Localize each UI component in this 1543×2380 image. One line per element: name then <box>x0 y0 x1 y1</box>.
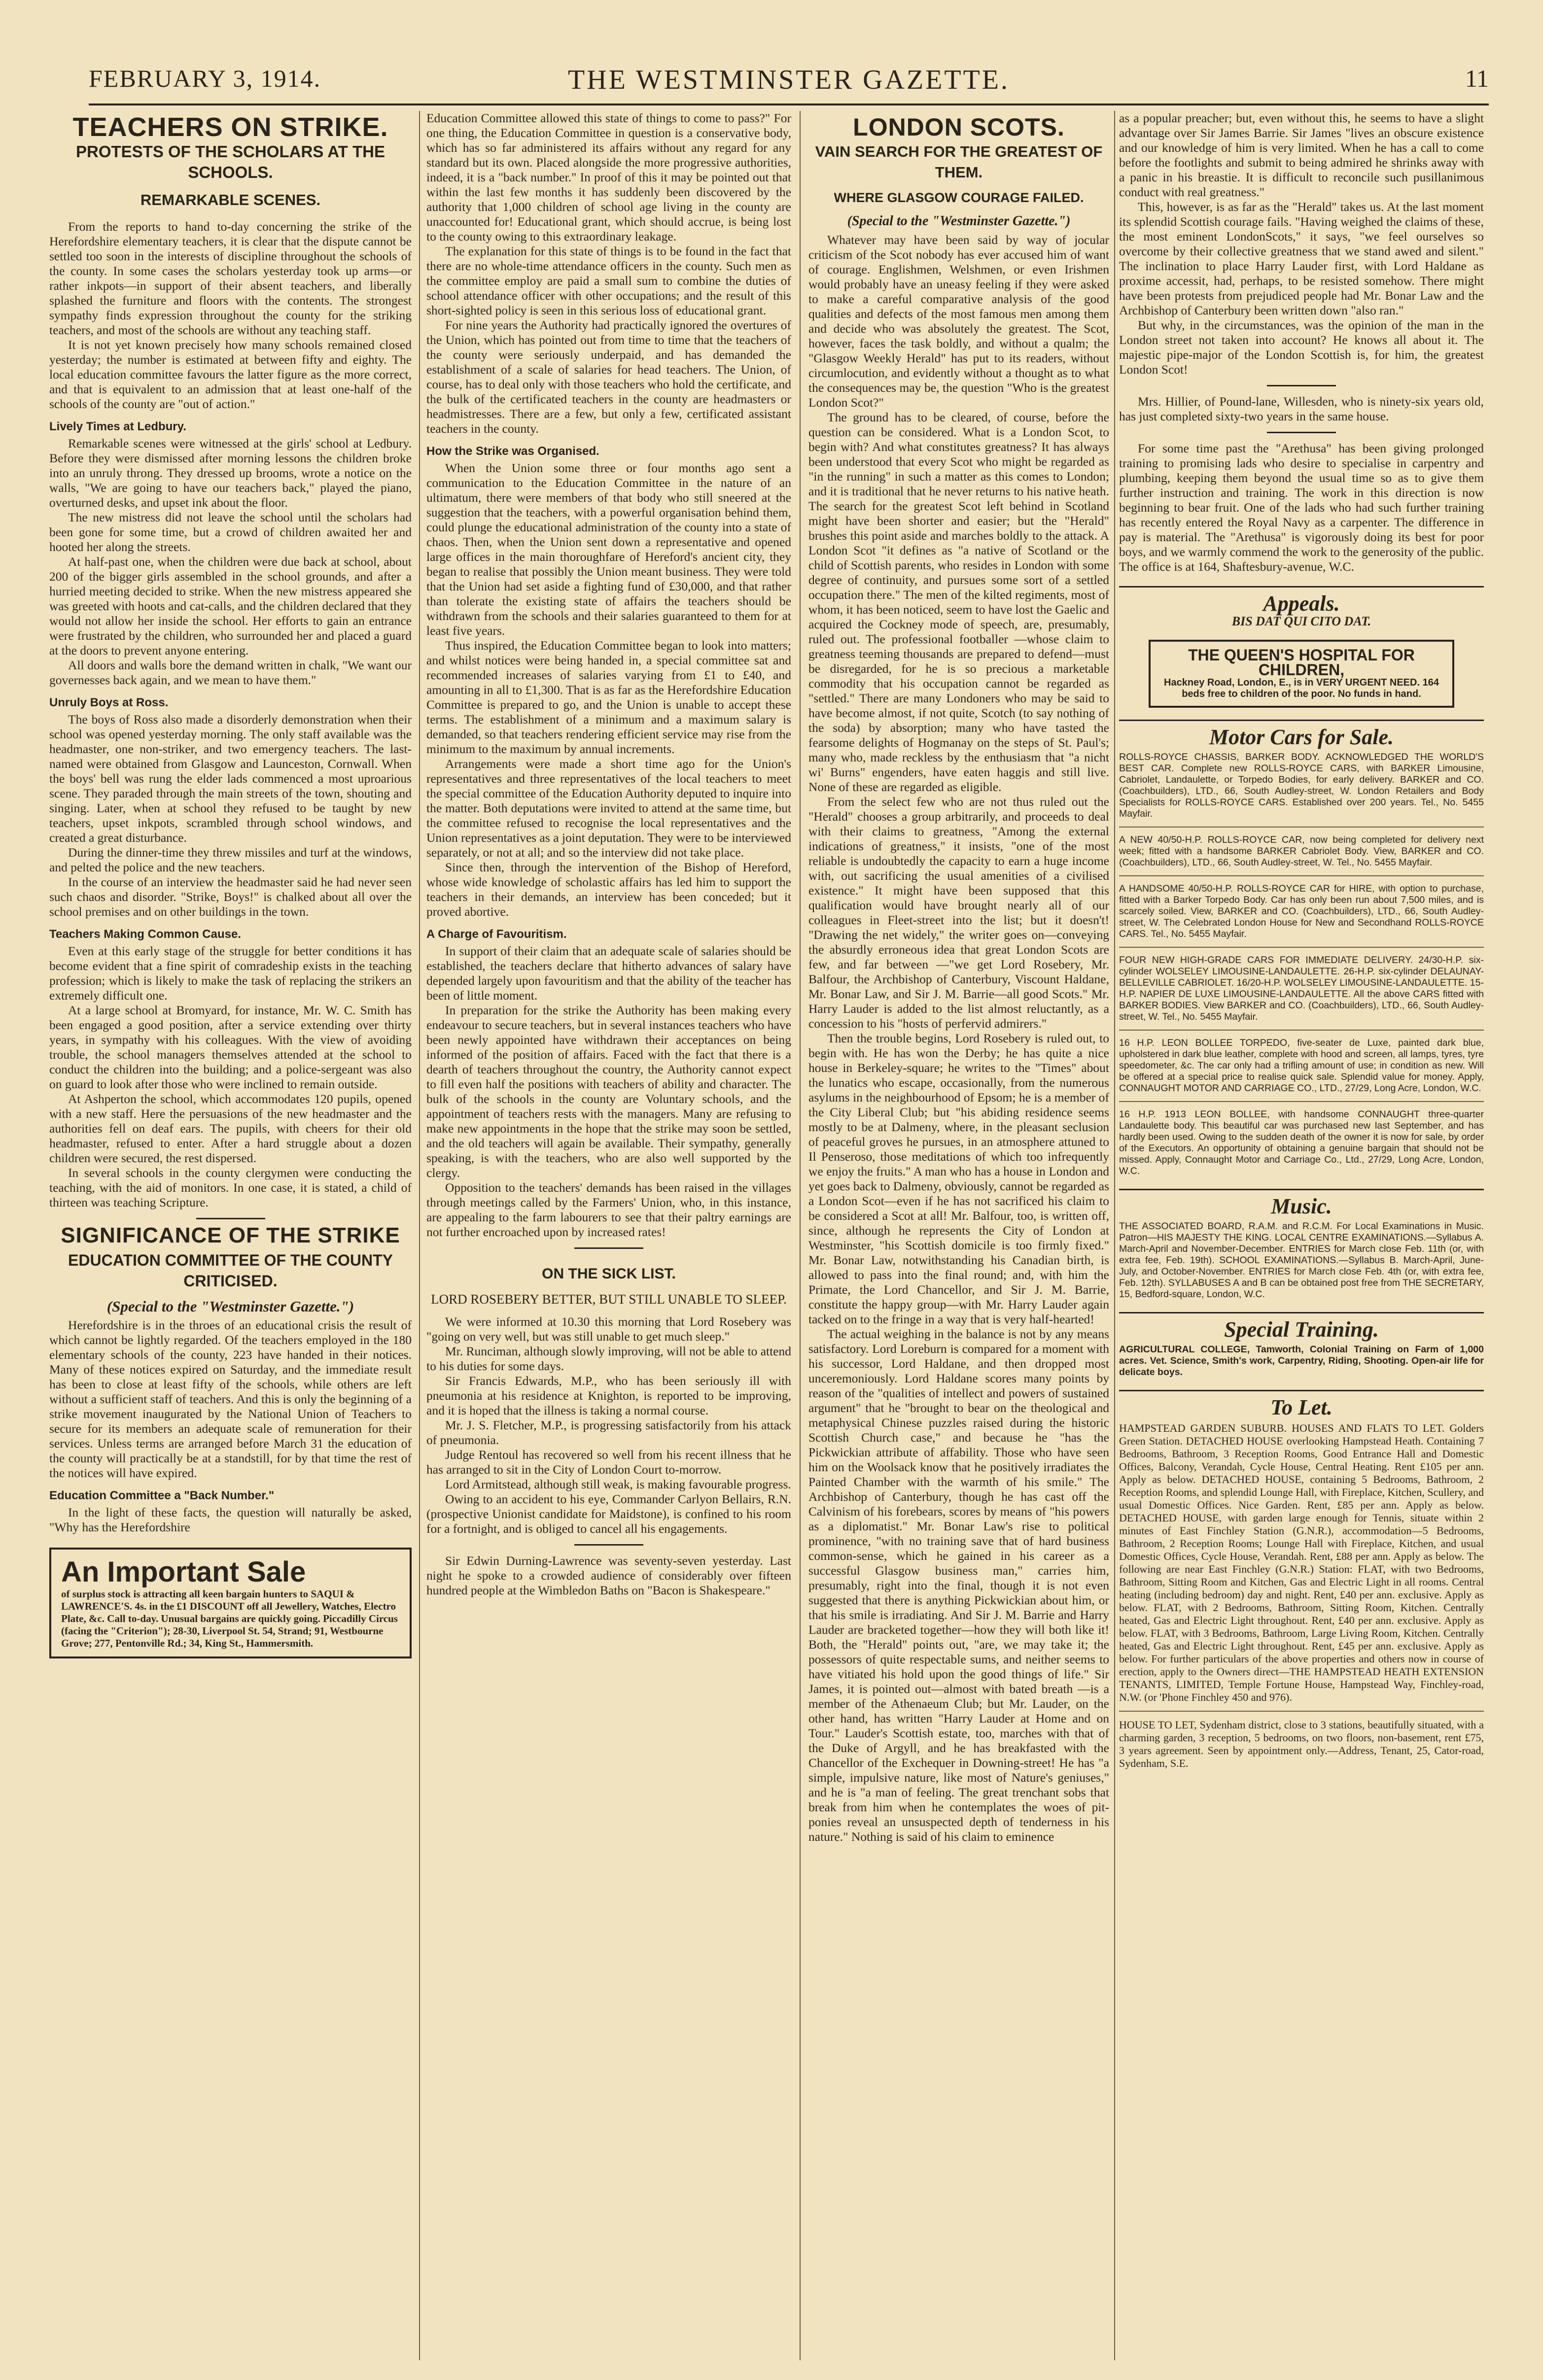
paragraph: as a popular preacher; but, even without this, he seems to have a slight advantage over Sir James Barrie. Sir James "lives an obscure existence and our knowledge of him is very limited. When he has a call to come before the footlights and submit to being admired he shrinks away with a panic in his breastie. It is difficult to reconcile such pusillanimous conduct with real greatness." <box>1119 111 1484 199</box>
classified-ad: ROLLS-ROYCE CHASSIS, BARKER BODY. ACKNOWLEDGED THE WORLD'S BEST CAR. Complete new ROLLS-ROYCE CARS, with BARKER Limousine, Cabriolet, Landaulette, or Torpedo Bodies, for early delivery. BARKER and CO. (Coachbuilders), LTD., 66, South Audley-street, W. London Retailers and Body Specialists for ROLLS-ROYCE CARS. Established over 200 years. Tel., No. 5455 Mayfair. <box>1119 752 1484 819</box>
paragraph: Education Committee allowed this state of things to come to pass?" For one thing, the Education Committee in question is a conservative body, which has so far administered its affairs without any regard for any standard but its own. Placed alongside the more progressive authorities, indeed, it is a "back number." In proof of this it may be pointed out that within the last few months it has suddenly been discovered by the authority that 1,000 children of school age living in the county are unaccounted for! Educational grant, which should accrue, is being lost to the county owing to this extraordinary leakage. <box>426 111 791 243</box>
divider <box>1267 385 1336 386</box>
subheading: A Charge of Favouritism. <box>426 928 567 941</box>
paragraph: Owing to an accident to his eye, Commander Carlyon Bellairs, R.N. (prospective Unionist candidate for Maidstone), is confined to his room for a fortnight, and is obliged to cancel all his engagements. <box>426 1492 791 1536</box>
column-4 <box>1119 111 1484 2365</box>
motor-cars-heading: Motor Cars for Sale. <box>1119 720 1484 745</box>
appeals-heading: Appeals. <box>1119 586 1484 611</box>
issue-date: FEBRUARY 3, 1914. <box>89 65 321 92</box>
byline: (Special to the "Westminster Gazette.") <box>106 1298 354 1315</box>
paragraph: The ground has to be cleared, of course, before the question can be considered. What is a London Scot, to begin with? And what constitutes greatness? It has always been understood that every Scot who might be regarded as "in the running" in such a matter as this comes to London; and it is traditional that he never returns to his native heath. The search for the greatest Scot left behind in Scotland might have been shorter and easier; but the "Herald" brushes this point aside and marches boldly to the attack. A London Scot "it defines as "a native of Scotland or the child of Scottish parents, who resides in London with some degree of continuity, and pursues some sort of a settled occupation there." The men of the kilted regiments, most of whom, it has been noticed, seem to have lost the Gaelic and acquired the Cockney mode of speech, are, presumably, ruled out. The professional footballer —whose claim to greatness teeming thousands are prepared to defend—must be disregarded, for he is so precious a marketable commodity that his occupation cannot be regarded as "settled." There are many Londoners who may be said to have become almost, if not quite, Scotch (to say nothing of the soda) by absorption; many who have tasted the fearsome delights of Hogmanay on the steps of St. Paul's; many who, made reckless by the enthusiasm that "a nicht wi' Burns" engenders, have eaten haggis and still live. None of these are regarded as eligible. <box>808 410 1109 794</box>
paragraph: When the Union some three or four months ago sent a communication to the Education Committee in the nature of an ultimatum, there were members of that body who still sneered at the suggestion that the teachers, with a powerful organisation behind them, could plunge the educational administration of the county into a state of chaos. Then, when the Union sent down a representative and opened large offices in the main thoroughfare of Hereford's ancient city, they began to realise that possibly the Union meant business. They were told that the Union had set aside a fighting fund of £30,000, and that rather than tolerate the existing state of affairs the teachers should be withdrawn from the schools and their salaries guaranteed to them for at least five years. <box>426 461 791 638</box>
paragraph: It is not yet known precisely how many schools remained closed yesterday; the number is estimated at between fifty and eighty. The local education committee favours the latter figure as the more correct, and that is equivalent to an admission that at least one-half of the schools of the county are "out of action." <box>49 338 412 411</box>
subheading: Unruly Boys at Ross. <box>49 696 169 709</box>
article-deck: VAIN SEARCH FOR THE GREATEST OF THEM. <box>815 143 1103 181</box>
paragraph: Thus inspired, the Education Committee began to look into matters; and whilst notices were being handed in, a special committee sat and recommended increases of salaries varying from £1 to £40, and amounting in all to £1,300. That is as far as the Herefordshire Education Committee is prepared to go, and the Union is unable to accept these terms. The establishment of a minimum and a maximum salary is demanded, so that teachers rendering efficient service may rise from the minimum to the maximum by annual increments. <box>426 638 791 756</box>
classified-ad: A NEW 40/50-H.P. ROLLS-ROYCE CAR, now being completed for delivery next week; fitted with a handsome BARKER Cabriolet Body. View, BARKER and CO. (Coachbuilders), LTD., 66, South Audley-street, W. Tel., No. 5455 Mayfair. <box>1119 834 1484 868</box>
paragraph: Opposition to the teachers' demands has been raised in the villages through meetings called by the Farmers' Union, who, in this instance, are appealing to the farm labourers to see that their paltry earnings are not further encroached upon by increased rates! <box>426 1180 791 1239</box>
article-deck: PROTESTS OF THE SCHOLARS AT THE SCHOOLS. <box>75 142 386 181</box>
paragraph: For nine years the Authority had practically ignored the overtures of the Union, which has pointed out from time to time that the teachers of the county were seriously underpaid, and has demanded the establishment of a scale of salaries for head teachers. The Union, of course, has to deal only with those teachers who hold the certificate, and the bulk of the certificated teachers in the county are headmasters or headmistresses. There are a few, but only a few, certificated assistant teachers in the county. <box>426 318 791 436</box>
classified-ad: A HANDSOME 40/50-H.P. ROLLS-ROYCE CAR for HIRE, with option to purchase, fitted with a Barker Torpedo Body. Car has only been run about 7,500 miles, and is scarcely soiled. View, BARKER and CO. (Coachbuilders), LTD., 66, South Audley-street, W. The Celebrated London House for New and Secondhand ROLLS-ROYCE CARS. Tel., No. 5455 Mayfair. <box>1119 883 1484 939</box>
paragraph: Mrs. Hillier, of Pound-lane, Willesden, who is ninety-six years old, has just completed sixty-two years in the same house. <box>1119 394 1484 423</box>
divider <box>574 1247 643 1249</box>
classified-ad: THE ASSOCIATED BOARD, R.A.M. and R.C.M. For Local Examinations in Music. Patron—HIS MAJESTY THE KING. LOCAL CENTRE EXAMINATIONS.—Syllabus A. March-April and November-December. ENTRIES for March close Feb. 11th (or, with extra fee, Feb. 19th). SCHOOL EXAMINATIONS.—Syllabus B. March-April, June-July, and October-November. ENTRIES for March close Feb. 4th (or, with extra fee, Feb. 12th). SYLLABUSES A and B can be obtained post free from THE SECRETARY, 15, Bedford-square, London, W.C. <box>1119 1221 1484 1300</box>
paragraph: Whatever may have been said by way of jocular criticism of the Scot nobody has ever accused him of want of courage. Englishmen, Welshmen, or even Irishmen would probably have an uneasy feeling if they were asked to make a careful comparative analysis of the good qualities and defects of the most famous men among them and decide who was absolutely the greatest. The Scot, however, faces the task boldly, and without a qualm; the "Glasgow Weekly Herald" has put to its readers, without circumlocution, and evidently without a thought as to what the consequences may be, the question "Who is the greatest London Scot?" <box>808 233 1109 410</box>
paragraph: Judge Rentoul has recovered so well from his recent illness that he has arranged to sit in the City of London Court to-morrow. <box>426 1448 791 1477</box>
paragraph: In the light of these facts, the question will naturally be asked, "Why has the Herefordshire <box>49 1505 412 1534</box>
paragraph: This, however, is as far as the "Herald" takes us. At the last moment its splendid Scottish courage fails. "Having weighed the claims of these, the most eminent LondonScots," it says, "we feel ourselves so overcome by their collective greatness that we stand awed and silent." The inclination to place Harry Lauder first, with Lord Haldane as proxime accessit, had, perhaps, to be resisted somehow. There might have been protests from prejudiced people had Mr. Bonar Law and the Archbishop of Canterbury been written down "also ran." <box>1119 200 1484 317</box>
article-headline: TEACHERS ON STRIKE. <box>72 112 388 142</box>
hospital-appeal <box>1149 640 1454 708</box>
paragraph: From the select few who are not thus ruled out the "Herald" chooses a group arbitrarily, and proceeds to deal with their claims to greatness, "Among the external indications of greatness," it insists, "one of the most reliable is undoubtedly the capacity to earn a huge income with, out sacrificing the usual amenities of a civilised existence." It might have been supposed that this qualification would have brought nearly all of our colleagues in Fleet-street into the list; but it doesn't! "Drawing the net widely," the writer goes on—conveying the absurdly erroneous idea that great London Scots are few, and far between —"we get Lord Rosebery, Mr. Balfour, the Archbishop of Canterbury, Viscount Haldane, Mr. Bonar Law, and Sir J. M. Barrie—all good Scots." Mr. Harry Lauder is added to the list almost reluctantly, as a concession to his "hosts of perfervid admirers." <box>808 794 1109 1031</box>
newspaper-title: THE WESTMINSTER GAZETTE. <box>568 65 1010 95</box>
paragraph: Even at this early stage of the struggle for better conditions it has become evident that a fine spirit of comradeship exists in the teaching profession; which is likely to make the task of replacing the strikers an extremely difficult one. <box>49 944 412 1002</box>
subheading: How the Strike was Organised. <box>426 445 599 458</box>
paragraph: In preparation for the strike the Authority has been making every endeavour to secure teachers, but in several instances teachers who have been newly appointed have withdrawn their acceptances on being informed of the position of affairs. Faced with the fact that there is a dearth of teachers throughout the country, the Authority cannot expect to fill even half the positions with teachers of ability and character. The bulk of the schools in the county are Voluntary schools, and the appointment of teachers rests with the managers. Many are refusing to make new appointments in the hope that the strike may soon be settled, and the old teachers will again be available. Their sympathy, generally speaking, is with the teachers, who are also well supported by the clergy. <box>426 1003 791 1180</box>
hospital-name: THE QUEEN'S HOSPITAL FOR CHILDREN, <box>1188 646 1415 679</box>
divider <box>196 1218 265 1219</box>
paragraph: The actual weighing in the balance is not by any means satisfactory. Lord Loreburn is compared for a moment with his successor, Lord Haldane, and then dropped most unceremoniously. Lord Haldane scores many points by reason of the "qualities of intellect and powers of sustained argument" that he "brought to bear on the theological and metaphysical Chinese puzzles raised during the historic Scottish Church case," and because he "has the Pickwickian attribute of affability. Those who have seen him on the Woolsack know that he positively irradiates the Painted Chamber with the warmth of his smile." The Archbishop of Canterbury, though he has cast off the Calvinism of his forebears, scores by means of "his powers as a diplomatist." Mr. Bonar Law's rise to political prominence, "with no training save that of hard business common-sense, which he gained in his career as a successful Glasgow business man," carries him, presumably, right into the final, though it is not even suggested that there is anything Pickwickian about him, or that his smile is irradiating. And Sir J. M. Barrie and Harry Lauder are bracketed together—how they will both like it! Both, the "Herald" points out, "are, we may take it; the possessors of quite respectable sums, and neither seems to have vitiated his hold upon the good things of life." Sir James, it is pointed out—almost with bated breath —is a member of the Athenaeum Club; but Mr. Lauder, on the other hand, has written "Harry Lauder at Home and on Tour." Lauder's Scottish estate, too, marches with that of the Duke of Argyll, and he has breakfasted with the Chancellor of the Exchequer in Downing-street! He has "a simple, impulsive nature, like most of Nature's geniuses," and he is "a man of feeling. The great trenchant sobs that break from him when he contemplates the woes of pit-ponies reveal an unsuspected depth of tenderness in his nature." Nothing is said of his claim to eminence <box>808 1327 1109 1844</box>
hospital-details: Hackney Road, London, E., is in VERY URGENT NEED. 164 beds free to children of the poor. No funds in hand. <box>1164 677 1439 699</box>
divider <box>1119 1030 1484 1031</box>
subheading: Education Committee a "Back Number." <box>49 1489 275 1502</box>
paragraph: Herefordshire is in the throes of an educational crisis the result of which cannot be lightly regarded. Of the teachers employed in the 180 elementary schools of the county, 223 have handed in their notices. Many of these notices expired on Saturday, and the immediate result has been to close at least fifty of the schools, while others are left without a sufficient staff of teachers. And this is only the beginning of a strike movement inaugurated by the National Union of Teachers to secure for its members an adequate scale of remuneration for their services. Unless terms are arranged before March 31 the education of the county will practically be at a standstill, for by that time the rest of the notices will have expired. <box>49 1318 412 1480</box>
classified-ad: 16 H.P. LEON BOLLEE TORPEDO, five-seater de Luxe, painted dark blue, upholstered in dark blue leather, complete with hood and screen, all lamps, tyres, tyre speedometer, &c. The car only had a trifling amount of use; in condition as new. Will be offered at a special price to realise quick sale. Splendid value for money. Apply, CONNAUGHT MOTOR AND CARRIAGE CO., LTD., 27/29, Long Acre, London, W.C. <box>1119 1037 1484 1094</box>
masthead <box>89 59 1489 105</box>
paragraph: The boys of Ross also made a disorderly demonstration when their school was opened yesterday morning. The only staff available was the headmaster, one non-striker, and two emergency teachers. The last-named were obtained from Glasgow and Launceston, Cornwall. When the boys' bell was rung the elder lads commenced a most uproarious scene. They paraded through the main streets of the town, shouting and singing. Later, when at school they refused to be taught by new teachers, upset inkpots, scrambled through school windows, and created a great disturbance. <box>49 712 412 845</box>
paragraph: Sir Edwin Durning-Lawrence was seventy-seven yesterday. Last night he spoke to a crowded audience of considerably over fifteen hundred people at the Wimbledon Baths on "Bacon is Shakespeare." <box>426 1553 791 1597</box>
paragraph: We were informed at 10.30 this morning that Lord Rosebery was "going on very well, but was still unable to get much sleep." <box>426 1314 791 1344</box>
paragraph: At a large school at Bromyard, for instance, Mr. W. C. Smith has been engaged a good position, after a service extending over thirty years, in sympathy with his colleagues. With the view of avoiding trouble, the school managers themselves attended at the school to conduct the children into the building; and a police-sergeant was also on guard to look after those who were inclined to remain outside. <box>49 1003 412 1091</box>
sale-advertisement <box>49 1548 412 1658</box>
paragraph: From the reports to hand to-day concerning the strike of the Herefordshire elementary teachers, it is clear that the dispute cannot be settled too soon in the interests of discipline throughout the schools of the county. In some cases the scholars yesterday took up arms—or rather inkpots—in support of their absent teachers, and liberally splashed the furniture and floors with the contents. The strongest sympathy finds expression throughout the county for the striking teachers, and most of the schools are without any teaching staff. <box>49 219 412 337</box>
paragraph: Arrangements were made a short time ago for the Union's representatives and three representatives of the local teachers to meet the special committee of the Education Authority deputed to inquire into the matter. Both deputations were invited to attend at the same time, but the committee refused to recognise the local representatives and the Union representatives as a joint deputation. They were to be interviewed separately, or not at all; and so the interview did not take place. <box>426 757 791 860</box>
classified-ad: HOUSE TO LET, Sydenham district, close to 3 stations, beautifully situated, with a charming garden, 3 reception, 5 bedrooms, on two floors, non-basement, rent £75, 3 years agreement. Seen by appointment only.—Address, Tenant, 25, Cator-road, Sydenham, S.E. <box>1119 1719 1484 1769</box>
paragraph: But why, in the circumstances, was the opinion of the man in the London street not taken into account? He knows all about it. The majestic pipe-major of the London Scottish is, for him, the greatest London Scot! <box>1119 318 1484 377</box>
paragraph: Lord Armitstead, although still weak, is making favourable progress. <box>445 1477 791 1491</box>
divider <box>1119 947 1484 948</box>
divider <box>1119 875 1484 876</box>
article-headline: LONDON SCOTS. <box>853 113 1065 141</box>
divider <box>1119 1101 1484 1102</box>
paragraph: The explanation for this state of things is to be found in the fact that there are no whole-time attendance officers in the county. Such men as the committee employ are paid a small sum to combine the duties of school attendance officer with other occupations; and the result of this short-sighted policy is seen in this serious loss of educational grant. <box>426 244 791 317</box>
article-headline: SIGNIFICANCE OF THE STRIKE <box>61 1223 400 1247</box>
paragraph: Mr. Runciman, although slowly improving, will not be able to attend to his duties for some days. <box>426 1344 791 1373</box>
classified-ad: FOUR NEW HIGH-GRADE CARS FOR IMMEDIATE DELIVERY. 24/30-H.P. six-cylinder WOLSELEY LIMOUSINE-LANDAULETTE. 26-H.P. six-cylinder DELAUNAY-BELLEVILLE CABRIOLET. 16/20-H.P. WOLSELEY LIMOUSINE-LANDAULETTE. 15-H.P. NAPIER DE LUXE LIMOUSINE-LANDAULETTE. All the above CARS fitted with BARKER BODIES. View BARKER and CO. (Coachbuilders), LTD., 66, South Audley-street, W. Tel., No. 5455 Mayfair. <box>1119 955 1484 1022</box>
classified-ad: 16 H.P. 1913 LEON BOLLEE, with handsome CONNAUGHT three-quarter Landaulette body. This beautiful car was purchased new last September, and has hardly been used. Owing to the sudden death of the owner it is now for sale, by order of the Executors. An opportunity of obtaining a genuine bargain that should not be missed. Apply, Connaught Motor and Carriage Co., Ltd., 27/29, Long Acre, London, W.C. <box>1119 1109 1484 1176</box>
column-1 <box>49 111 412 2365</box>
article-deck: REMARKABLE SCENES. <box>140 191 321 208</box>
paragraph: Then the trouble begins, Lord Rosebery is ruled out, to begin with. He has won the Derby; he has quite a nice house in Berkeley-square; he writes to the "Times" about the lunatics who escape, occasionally, from the numerous asylums in the neighbourhood of Epsom; he is a member of the City Liberal Club; but "his abiding residence seems mostly to be at Dalmeny, where, in the pleasant seclusion of peaceful groves he pursues, in an atmosphere attuned to Il Penseroso, those meditations of which too infrequently we enjoy the fruits." A man who has a house in London and yet goes back to Dalmeny, obviously, cannot be regarded as a London Scot—even if he has not sacrificed his claim to be considered a Scot at all! Mr. Balfour, too, is written off, since, although he represents the City of London at Westminster, "his Scottish domicile is too firmly fixed." Mr. Bonar Law, notwithstanding his Canadian birth, is allowed to pass into the final round; and, with him the Primate, the Lord Chancellor, and Sir J. M. Barrie, constitute the happy group—with Mr. Harry Lauder again tacked on to the fringe in a way that is very half-hearted! <box>808 1031 1109 1326</box>
column-rule <box>419 111 420 2360</box>
paragraph: For some time past the "Arethusa" has been giving prolonged training to promising lads who desire to specialise in carpentry and plumbing, keeping them beyond the usual time so as to give them further instruction and training. The work in this direction is now beginning to bear fruit. One of the lads who had such further training has recently entered the Royal Navy as a carpenter. The difference in pay is material. The "Arethusa" is vigorously doing its best for poor boys, and we warmly commend the work to the generosity of the public. The office is at 164, Shaftesbury-avenue, W.C. <box>1119 441 1484 574</box>
classified-ad: HAMPSTEAD GARDEN SUBURB. HOUSES AND FLATS TO LET. Golders Green Station. DETACHED HOUSE overlooking Hampstead Heath. Containing 7 Bedrooms, Bathroom, 3 Reception Rooms, Good Entrance Hall and Domestic Offices, Balcony, Verandah, Cycle House, Central Heating. Rent £105 per ann. Apply as below. DETACHED HOUSE, containing 5 Bedrooms, Bathroom, 2 Reception Rooms, and splendid Lounge Hall, with Fireplace, Kitchen, Scullery, and usual Domestic Offices. Nice Garden. Rent, £85 per ann. Apply as below. DETACHED HOUSE, with garden large enough for Tennis, situate within 2 minutes of East Finchley Station (G.N.R.), accommodation—5 Bedrooms, Bathroom, 2 Reception Rooms; Lounge Hall with Fireplace, Kitchen, and usual Domestic Offices, Cycle House, Verandah. Rent, £88 per ann. Apply as below. The following are near East Finchley (G.N.R.) Station: FLAT, with two Bedrooms, Bathroom, Sitting Room and Kitchen, Gas and Electric Light in all rooms. Central heating (including bedroom) day and night. Rent, £40 per ann. exclusive. Apply as below. FLAT, with 2 Bedrooms, Bathroom, Sitting Room, Kitchen. Centrally heated, Gas and Electric Light throughout. Rent, £40 per ann. exclusive. Apply as below. FLAT, with 3 Bedrooms, Bathroom, Large Living Room, Kitchen. Centrally heated, Gas and Electric Light throughout. Rent, £45 per ann. exclusive. Apply as below. For further particulars of the above properties and others now in course of erection, apply to the Owners direct—THE HAMPSTEAD HEATH EXTENSION TENANTS, LIMITED, Temple Fortune House, Hampstead Way, Finchley-road, N.W. (or 'Phone Finchley 450 and 976). <box>1119 1422 1484 1703</box>
paragraph: Mr. J. S. Fletcher, M.P., is progressing satisfactorily from his attack of pneumonia. <box>426 1418 791 1447</box>
paragraph: Since then, through the intervention of the Bishop of Hereford, whose wide knowledge of scholastic affairs has led him to support the teachers in their demands, an interview has been conceded; but it proved abortive. <box>426 860 791 919</box>
column-rule <box>1114 111 1115 2360</box>
paragraph: Sir Francis Edwards, M.P., who has been seriously ill with pneumonia at his residence at Knighton, is reported to be improving, and it is hoped that the illness is taking a normal course. <box>426 1374 791 1417</box>
paragraph: In several schools in the county clergymen were conducting the teaching, with the aid of monitors. In one case, it is stated, a child of thirteen was teaching Scripture. <box>49 1166 412 1209</box>
page-number: 11 <box>1465 65 1489 92</box>
to-let-heading: To Let. <box>1119 1390 1484 1415</box>
paragraph: In support of their claim that an adequate scale of salaries should be established, the teachers declare that hitherto advances of salary have depended largely upon favouritism and that the ability of the teacher has been of little moment. <box>426 944 791 1002</box>
paragraph: During the dinner-time they threw missiles and turf at the windows, and pelted the police and the new teachers. <box>49 845 412 874</box>
divider <box>574 1544 643 1546</box>
special-training-heading: Special Training. <box>1119 1312 1484 1337</box>
paragraph: All doors and walls bore the demand written in chalk, "We want our governesses back again, and we mean to have them." <box>49 658 412 687</box>
article-deck: LORD ROSEBERY BETTER, BUT STILL UNABLE TO SLEEP. <box>431 1292 787 1307</box>
subheading: Teachers Making Common Cause. <box>49 928 241 941</box>
column-2 <box>426 111 791 2365</box>
paragraph: At half-past one, when the children were due back at school, about 200 of the bigger girls assembled in the school grounds, and after a hurried meeting decided to strike. When the new mistress appeared she was greeted with hoots and cat-calls, and the children declared that they would not allow her inside the school. Her efforts to gain an entrance were frustrated by the children, who surrounded her and placed a guard at the doors to prevent anyone entering. <box>49 554 412 657</box>
ad-text: of surplus stock is attracting all keen bargain hunters to SAQUI & LAWRENCE'S. 4s. in the £1 DISCOUNT off all Jewellery, Watches, Electro Plate, &c. Call to-day. Unusual bargains are quickly going. Piccadilly Circus (facing the "Criterion"); 28-30, Liverpool St. 54, Strand; 91, Westbourne Grove; 277, Pentonville Rd.; 34, King St., Hammersmith. <box>61 1588 398 1649</box>
divider <box>1119 1711 1484 1712</box>
column-rule <box>800 111 801 2360</box>
article-headline: ON THE SICK LIST. <box>542 1266 676 1282</box>
paragraph: The new mistress did not leave the school until the scholars had been gone for some time, but a crowd of children awaited her and hooted her along the streets. <box>49 510 412 554</box>
subheading: Lively Times at Ledbury. <box>49 420 186 433</box>
divider <box>1267 432 1336 433</box>
paragraph: In the course of an interview the headmaster said he had never seen such chaos and disorder. "Strike, Boys!" is chalked about all over the school premises and on other buildings in the town. <box>49 875 412 919</box>
ad-title: An Important Sale <box>61 1556 306 1588</box>
divider <box>1119 827 1484 828</box>
classified-ad: AGRICULTURAL COLLEGE, Tamworth, Colonial Training on Farm of 1,000 acres. Vet. Science, Smith's work, Carpentry, Riding, Shooting. Open-air life for delicate boys. <box>1119 1344 1484 1378</box>
article-deck: EDUCATION COMMITTEE OF THE COUNTY CRITICISED. <box>68 1251 393 1290</box>
paragraph: At Ashperton the school, which accommodates 120 pupils, opened with a new staff. Here the persuasions of the new headmaster and the authorities fell on deaf ears. The pupils, with cheers for their old headmaster, refused to enter. After a hard struggle about a dozen children were secured, the rest dispersed. <box>49 1092 412 1165</box>
byline: (Special to the "Westminster Gazette.") <box>847 213 1071 229</box>
paragraph: Remarkable scenes were witnessed at the girls' school at Ledbury. Before they were dismissed after morning lessons the children broke into an unruly throng. They dressed up brooms, wrote a notice on the walls, "We are going to have our teachers back," played the piano, overturned desks, and upset ink about the floor. <box>49 436 412 510</box>
column-3 <box>808 111 1109 2365</box>
appeals-motto: BIS DAT QUI CITO DAT. <box>1231 614 1371 628</box>
article-deck: WHERE GLASGOW COURAGE FAILED. <box>834 190 1084 205</box>
music-heading: Music. <box>1119 1189 1484 1214</box>
